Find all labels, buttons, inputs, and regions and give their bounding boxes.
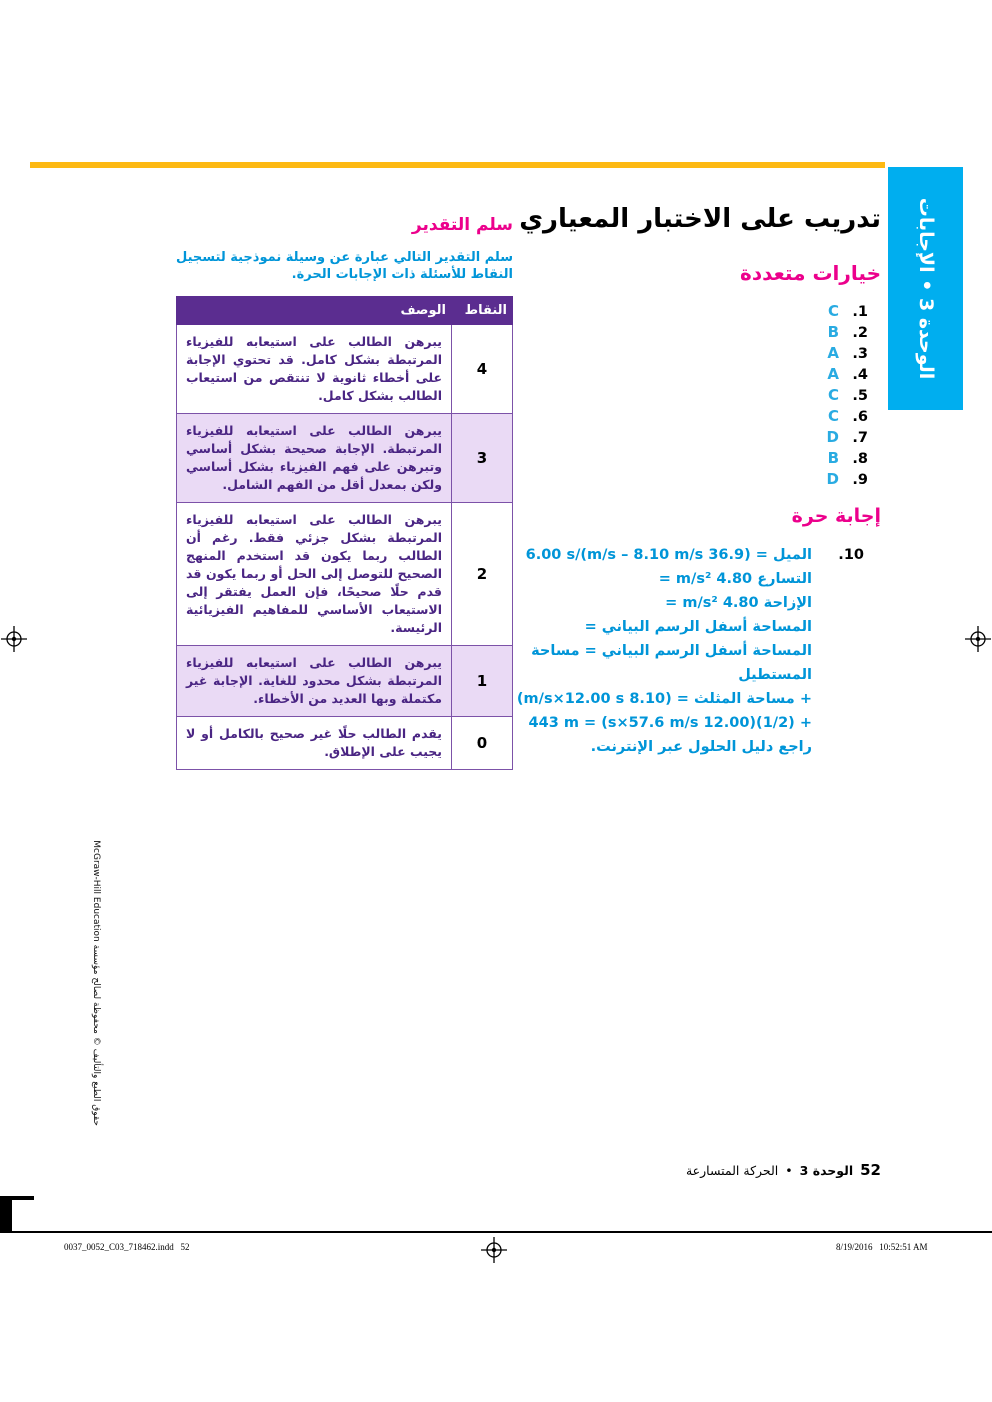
answer-letter: A xyxy=(827,343,839,362)
page-footer xyxy=(686,1161,881,1179)
question-number: 9. xyxy=(852,471,868,488)
rubric-row xyxy=(177,414,513,503)
answer-row xyxy=(509,344,868,365)
answers-side-tab xyxy=(888,167,963,410)
points-cell: 4 xyxy=(452,325,513,414)
registration-mark-icon xyxy=(1,626,27,652)
solution-line: المساحة أسفل الرسم البياني = xyxy=(584,618,812,635)
points-cell: 2 xyxy=(452,503,513,646)
page-number: 52 xyxy=(860,1161,881,1179)
description-cell: يبرهن الطالب على استيعابه للفيزياء المرتبطة. الإجابة صحيحة بشكل أساسي وتبرهن على فهم الفيزياء بشكل أساسي ولكن بمعدل أقل من الفهم الشامل. xyxy=(177,414,452,503)
footer-unit-label: الوحدة 3 xyxy=(799,1163,854,1178)
answer-row xyxy=(509,386,868,407)
question-number: 7. xyxy=(852,429,868,446)
copyright-band xyxy=(88,806,101,1126)
footer-chapter-title: الحركة المتسارعة xyxy=(685,1163,779,1178)
rubric-row xyxy=(177,325,513,414)
rubric-table xyxy=(176,296,513,770)
solution-line: + مساحة المثلث = (8.10 m/s×12.00 s) xyxy=(516,690,812,707)
points-column-header: النقاط xyxy=(452,297,513,325)
answer-letter: D xyxy=(826,427,839,446)
points-cell: 3 xyxy=(452,414,513,503)
question-number: 1. xyxy=(852,303,868,320)
multiple-choice-heading: خيارات متعددة xyxy=(740,261,881,286)
side-tab-label: الوحدة 3 • الإجابات xyxy=(915,197,937,380)
question-number: 10. xyxy=(838,546,864,563)
rubric-row xyxy=(177,646,513,717)
answer-row xyxy=(509,428,868,449)
free-response-heading: إجابة حرة xyxy=(791,504,881,527)
answer-letter: C xyxy=(827,301,839,320)
rubric-row xyxy=(177,503,513,646)
answer-row xyxy=(509,449,868,470)
question-number: 6. xyxy=(852,408,868,425)
answers-column xyxy=(509,186,881,759)
answer-row xyxy=(509,323,868,344)
solution-line xyxy=(509,543,864,567)
description-cell: يقدم الطالب حلًا غير صحيح بالكامل أو لا يجيب على الإطلاق. xyxy=(177,717,452,770)
rubric-header-row xyxy=(177,297,513,325)
points-cell: 0 xyxy=(452,717,513,770)
rubric-row xyxy=(177,717,513,770)
solution-text: الميل = (36.9 m/s – 8.10 m/s)/6.00 s xyxy=(525,546,812,563)
page-title: تدريب على الاختبار المعياري xyxy=(519,204,881,235)
solution-line: + (1/2)(12.00 s×57.6 m/s) = 443 m xyxy=(528,714,812,731)
free-response-solution xyxy=(509,543,881,759)
answer-letter: C xyxy=(827,406,839,425)
question-number: 4. xyxy=(852,366,868,383)
bottom-rule xyxy=(0,1231,992,1233)
copyright-text: حقوق الطبع والتأليف © محفوظة لصالح مؤسسة McGraw-Hill Education xyxy=(91,840,101,1126)
question-number: 3. xyxy=(852,345,868,362)
answer-letter: C xyxy=(827,385,839,404)
answer-letter: B xyxy=(827,448,839,467)
answer-letter: D xyxy=(826,469,839,488)
footer-separator: • xyxy=(785,1163,793,1178)
question-number: 8. xyxy=(852,450,868,467)
answer-row xyxy=(509,407,868,428)
answer-letter: A xyxy=(827,364,839,383)
answer-row xyxy=(509,470,868,491)
description-cell: يبرهن الطالب على استيعابه للفيزياء المرتبطة بشكل جزئي فقط. رغم أن الطالب ربما يكون قد استخدم المنهج الصحيح للتوصل إلى الحل أو ربما يكون قد قدم حلًا صحيحًا، فإن العمل يفتقر إلى الاستيعاب الأساسي للمفاهيم الفيزيائية الرئيسة. xyxy=(177,503,452,646)
top-accent-bar xyxy=(30,162,885,168)
registration-mark-icon xyxy=(965,626,991,652)
answer-row xyxy=(509,365,868,386)
description-cell: يبرهن الطالب على استيعابه للفيزياء المرتبطة بشكل كامل. قد تحتوي الإجابة على أخطاء ثانوية لا تنتقص من استيعاب الطالب بشكل كامل. xyxy=(177,325,452,414)
solution-line: راجع دليل الحلول عبر الإنترنت. xyxy=(590,738,812,755)
rubric-heading: سلم التقدير xyxy=(411,215,513,236)
question-number: 2. xyxy=(852,324,868,341)
solution-line: المساحة أسفل الرسم البياني = مساحة المستطيل xyxy=(531,642,812,683)
multiple-choice-answer-list xyxy=(509,302,881,491)
solution-line: الإزاحة 4.80 m/s² = xyxy=(665,594,812,611)
print-filename: 0037_0052_C03_718462.indd 52 xyxy=(64,1242,190,1252)
crop-mark xyxy=(0,1200,12,1231)
rubric-intro: سلم التقدير التالي عبارة عن وسيلة نموذجية لتسجيل النقاط للأسئلة ذات الإجابات الحرة. xyxy=(176,250,513,283)
answer-letter: B xyxy=(827,322,839,341)
points-cell: 1 xyxy=(452,646,513,717)
question-number: 5. xyxy=(852,387,868,404)
answer-row xyxy=(509,302,868,323)
solution-line: التسارع 4.80 m/s² = xyxy=(658,570,812,587)
print-timestamp: 8/19/2016 10:52:51 AM xyxy=(836,1242,928,1252)
scoring-rubric-section xyxy=(176,201,513,770)
description-column-header: الوصف xyxy=(177,297,452,325)
description-cell: يبرهن الطالب على استيعابه للفيزياء المرتبطة بشكل محدود للغاية. الإجابة غير مكتملة وبها العديد من الأخطاء. xyxy=(177,646,452,717)
registration-mark-icon xyxy=(481,1237,507,1263)
